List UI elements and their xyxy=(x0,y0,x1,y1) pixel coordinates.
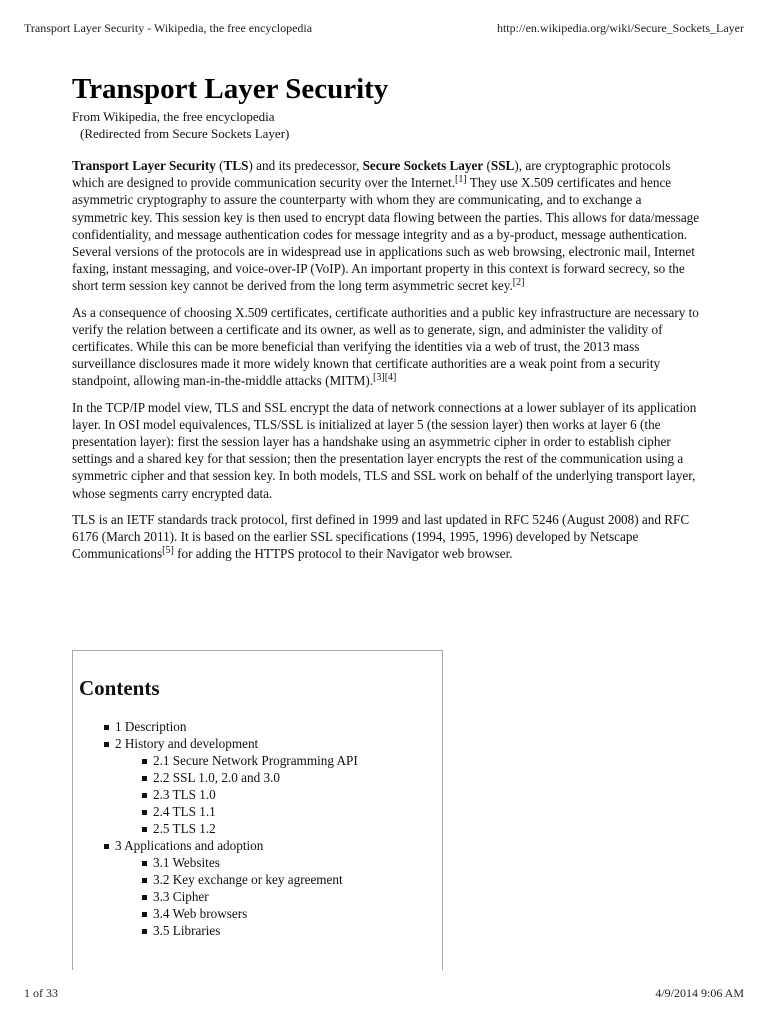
toc-item[interactable] xyxy=(103,786,358,803)
article-paragraph xyxy=(72,157,700,295)
paragraph-text: ( xyxy=(483,158,491,173)
square-bullet-icon xyxy=(142,810,147,815)
square-bullet-icon xyxy=(142,793,147,798)
paragraph-text: ), are cryptographic protocols which are designed to provide communication security over the Internet. xyxy=(72,158,671,191)
citation-link[interactable]: [1] xyxy=(455,174,467,186)
square-bullet-icon xyxy=(142,895,147,900)
toc-item[interactable] xyxy=(103,803,358,820)
toc-item[interactable] xyxy=(103,837,358,854)
toc-list xyxy=(103,718,358,939)
toc-item[interactable] xyxy=(103,871,358,888)
square-bullet-icon xyxy=(104,844,109,849)
bold-term: SSL xyxy=(490,158,515,173)
toc-title: Contents xyxy=(79,676,160,700)
toc-item-label: 2.2 SSL 1.0, 2.0 and 3.0 xyxy=(153,770,280,785)
paragraph-text: As a consequence of choosing X.509 certificates, certificate authorities and a public key infrastructure are necessary to verify the relation between a certificate and its owner, as well as to generate, sign, and administer the validity of certificates. While this can be more beneficial than verifying the identities via a web of trust, the 2013 mass surveillance disclosures made it more widely known that certificate authorities are a weak point from a security standpoint, allowing man-in-the-middle attacks (MITM). xyxy=(72,304,699,389)
toc-item[interactable] xyxy=(103,820,358,837)
toc-item-label: 2.1 Secure Network Programming API xyxy=(153,753,358,768)
toc-item-label: 3.3 Cipher xyxy=(153,889,209,904)
square-bullet-icon xyxy=(142,861,147,866)
toc-item[interactable] xyxy=(103,735,358,752)
toc-item-label: 3 Applications and adoption xyxy=(115,838,264,853)
toc-item[interactable] xyxy=(103,752,358,769)
toc-item-label: 3.1 Websites xyxy=(153,855,220,870)
site-tagline: From Wikipedia, the free encyclopedia xyxy=(72,109,275,124)
paragraph-text: They use X.509 certificates and hence asymmetric cryptography to assure the counterparty with whom they are communicating, and to exchange a symmetric key. This session key is then used to encrypt data flowing between the parties. This allows for data/message confidentiality, and message authentication codes for message integrity and as a by-product, message authentication. Several versions of the protocols are in widespread use in applications such as web browsing, electronic mail, Internet faxing, instant messaging, and voice-over-IP (VoIP). An important property in this context is forward secrecy, so the short term session key cannot be derived from the long term asymmetric secret key. xyxy=(72,175,700,294)
article-paragraph xyxy=(72,399,700,502)
square-bullet-icon xyxy=(104,725,109,730)
square-bullet-icon xyxy=(142,878,147,883)
page-count: 1 of 33 xyxy=(24,986,58,1000)
paragraph-text: ( xyxy=(215,158,224,173)
toc-item-label: 2 History and development xyxy=(115,736,259,751)
toc-item-label: 3.4 Web browsers xyxy=(153,906,248,921)
bold-term: Transport Layer Security xyxy=(72,158,216,173)
toc-item-label: 2.4 TLS 1.1 xyxy=(153,804,216,819)
bold-term: Secure Sockets Layer xyxy=(362,158,484,173)
citation-link[interactable]: [3][4] xyxy=(373,372,397,384)
toc-item[interactable] xyxy=(103,718,358,735)
toc-item[interactable] xyxy=(103,922,358,939)
toc-item-label: 3.5 Libraries xyxy=(153,923,221,938)
toc-item-label: 1 Description xyxy=(115,719,187,734)
toc-item-label: 2.3 TLS 1.0 xyxy=(153,787,216,802)
toc-item-label: 2.5 TLS 1.2 xyxy=(153,821,216,836)
print-page-title: Transport Layer Security - Wikipedia, the free encyclopedia xyxy=(24,21,313,35)
paragraph-text: TLS is an IETF standards track protocol, first defined in 1999 and last updated in RFC 5246 (August 2008) and RFC 6176 (March 2011). It is based on the earlier SSL specifications (1994, 1995, 1996) developed by Netscape Communications xyxy=(72,511,690,562)
table-of-contents xyxy=(72,650,443,970)
paragraph-text: for adding the HTTPS protocol to their Navigator web browser. xyxy=(173,546,513,562)
square-bullet-icon xyxy=(142,827,147,832)
page-title: Transport Layer Security xyxy=(72,73,389,105)
toc-item[interactable] xyxy=(103,905,358,922)
citation-link[interactable]: [2] xyxy=(512,277,525,289)
paragraph-text: ) and its predecessor, xyxy=(248,158,363,173)
article-paragraphs xyxy=(72,157,700,562)
toc-item[interactable] xyxy=(103,854,358,871)
toc-item[interactable] xyxy=(103,769,358,786)
square-bullet-icon xyxy=(142,776,147,781)
redirect-notice: (Redirected from Secure Sockets Layer) xyxy=(80,126,290,141)
article-body xyxy=(72,72,700,571)
toc-item-label: 3.2 Key exchange or key agreement xyxy=(153,872,343,887)
paragraph-text: In the TCP/IP model view, TLS and SSL encrypt the data of network connections at a lower sublayer of its application layer. In OSI model equivalences, TLS/SSL is initialized at layer 5 (the session layer) then works at layer 6 (the presentation layer): first the session layer has a handshake using an asymmetric cipher in order to establish cipher settings and a shared key for that session; then the presentation layer encrypts the rest of the communication using a symmetric cipher and that session key. In both models, TLS and SSL work on behalf of the underlying transport layer, whose segments carry encrypted data. xyxy=(72,399,697,501)
article-paragraph xyxy=(72,304,700,390)
square-bullet-icon xyxy=(142,759,147,764)
square-bullet-icon xyxy=(142,929,147,934)
square-bullet-icon xyxy=(104,742,109,747)
print-url: http://en.wikipedia.org/wiki/Secure_Sockets_Layer xyxy=(496,21,744,35)
citation-link[interactable]: [5] xyxy=(162,545,174,557)
print-date: 4/9/2014 9:06 AM xyxy=(655,986,744,1000)
toc-item[interactable] xyxy=(103,888,358,905)
bold-term: TLS xyxy=(223,158,249,173)
article-paragraph xyxy=(72,511,700,563)
square-bullet-icon xyxy=(142,912,147,917)
